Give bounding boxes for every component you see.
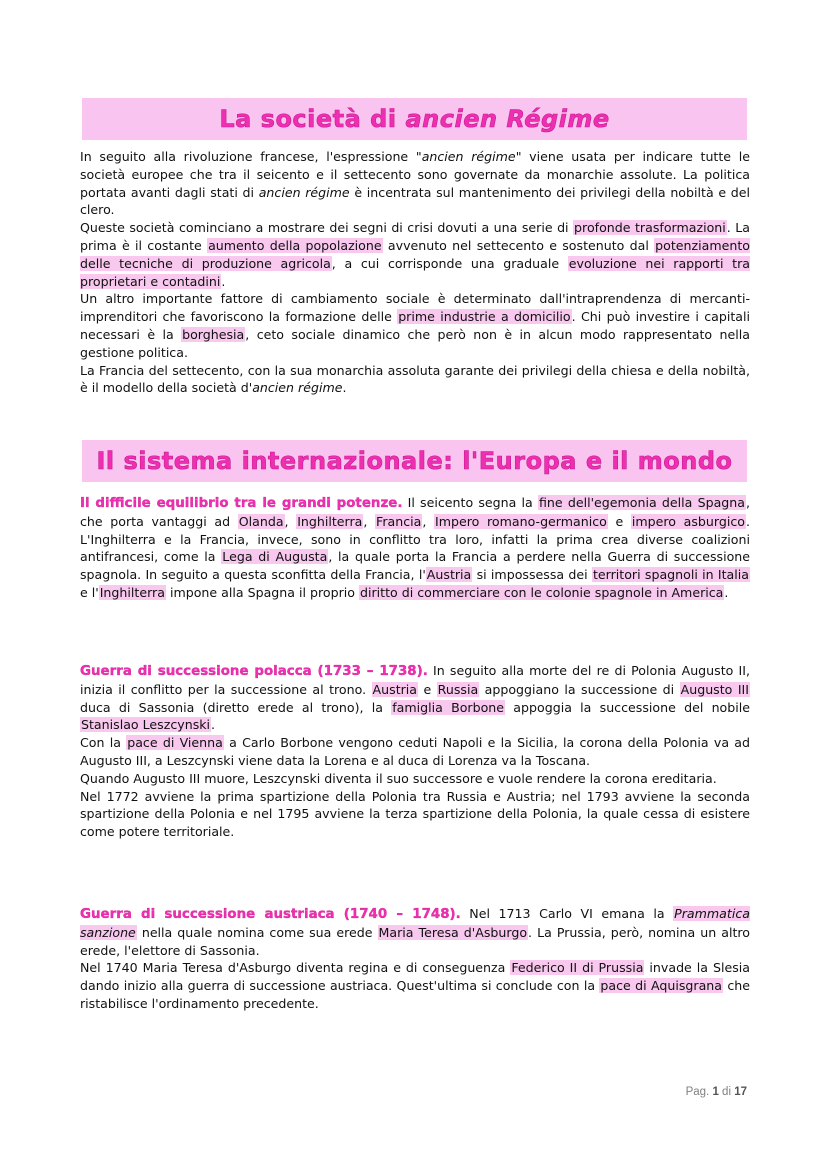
- subsection-heading: Guerra di successione polacca (1733 – 1738).: [80, 664, 428, 679]
- paragraph: Nel 1740 Maria Teresa d'Asburgo diventa regina e di conseguenza Federico II di Prussia invade la Slesia dando inizio alla guerra di successione austriaca. Quest'ultima si conclude con la pace di Aquisgrana che ristabilisce l'ordinamento precedente.: [80, 960, 751, 1011]
- page-number: Pag. 1 di 17: [685, 1086, 747, 1098]
- paragraph: Con la pace di Vienna a Carlo Borbone vengono ceduti Napoli e la Sicilia, la corona della Polonia va ad Augusto III, a Leszcynski viene data la Lorena e al duca di Lorenza va la Toscana.: [80, 735, 750, 768]
- paragraph: La Francia del settecento, con la sua monarchia assoluta garante dei privilegi della chiesa e della nobiltà, è il modello della società d'ancien régime.: [80, 362, 750, 396]
- paragraph: Il difficile equilibrio tra le grandi potenze. Il seicento segna la fine dell'egemonia della Spagna, che porta vantaggi ad Olanda, Inghilterra, Francia, Impero romano-germanico e impero asburgico. L'Inghilterra e la Francia, invece, sono in conflitto tra loro, infatti la prima crea diverse coalizioni antifrancesi, come la Lega di Augusta, la quale porta la Francia a perdere nella Guerra di successione spagnola. In seguito a questa sconfitta della Francia, l'Austria si impossessa dei territori spagnoli in Italia e l'Inghilterra impone alla Spagna il proprio diritto di commerciare con le colonie spagnole in America.: [80, 495, 751, 600]
- section-title: [219, 105, 609, 133]
- section-title-banner: [82, 440, 747, 482]
- subsection-heading: Guerra di successione austriaca (1740 – 1748).: [80, 907, 461, 922]
- section-1-body: [80, 148, 750, 397]
- subsection-austriaca: [80, 905, 750, 1013]
- paragraph: Guerra di successione austriaca (1740 – 1748). Nel 1713 Carlo VI emana la Prammatica sanzione nella quale nomina come sua erede Maria Teresa d'Asburgo. La Prussia, però, nomina un altro erede, l'elettore di Sassonia.: [80, 906, 750, 958]
- paragraph: Queste società cominciano a mostrare dei segni di crisi dovuti a una serie di profonde trasformazioni. La prima è il costante aumento della popolazione avvenuto nel settecento e sostenuto dal potenziamento delle tecniche di produzione agricola, a cui corrisponde una graduale evoluzione nei rapporti tra proprietari e contadini.: [80, 220, 751, 289]
- section-title-banner: [82, 98, 747, 140]
- title-italic-text: ancien Régime: [405, 105, 610, 133]
- section-title: Il sistema internazionale: l'Europa e il mondo: [96, 447, 733, 475]
- subsection-equilibrio: [80, 494, 750, 602]
- paragraph: Guerra di successione polacca (1733 – 1738). In seguito alla morte del re di Polonia Augusto II, inizia il conflitto per la successione al trono. Austria e Russia appoggiano la successione di Augusto III duca di Sassonia (diretto erede al trono), la famiglia Borbone appoggia la successione del nobile Stanislao Leszcynski.: [80, 663, 750, 733]
- subsection-polacca: [80, 662, 750, 841]
- paragraph: In seguito alla rivoluzione francese, l'espressione "ancien régime" viene usata per indicare tutte le società europee che tra il seicento e il settecento sono governate da monarchie assolute. La politica portata avanti dagli stati di ancien régime è incentrata sul mantenimento dei privilegi della nobiltà e del clero.: [80, 149, 751, 218]
- subsection-heading: Il difficile equilibrio tra le grandi potenze.: [80, 496, 403, 511]
- paragraph: Nel 1772 avviene la prima spartizione della Polonia tra Russia e Austria; nel 1793 avviene la seconda spartizione della Polonia e nel 1795 avviene la terza spartizione della Polonia, la quale cessa di esistere come potere territoriale.: [80, 788, 750, 840]
- paragraph: Un altro importante fattore di cambiamento sociale è determinato dall'intraprendenza di mercanti-imprenditori che favoriscono la formazione delle prime industrie a domicilio. Chi può investire i capitali necessari è la borghesia, ceto sociale dinamico che però non è in alcun modo rappresentato nella gestione politica.: [80, 291, 750, 360]
- title-text: La società di: [219, 105, 406, 133]
- paragraph: Quando Augusto III muore, Leszcynski diventa il suo successore e vuole rendere la corona ereditaria.: [80, 770, 717, 786]
